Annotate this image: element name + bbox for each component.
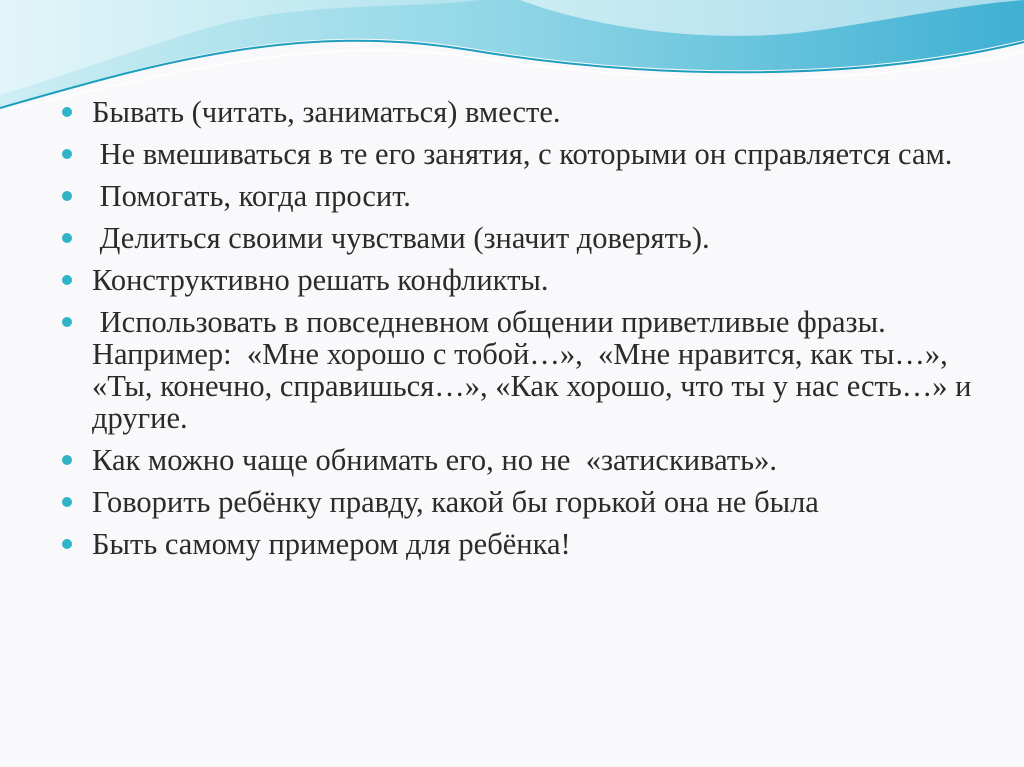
bullet-list (62, 96, 982, 560)
list-item-text: Конструктивно решать конфликты. (92, 263, 549, 297)
slide-content (62, 96, 982, 570)
list-item-text: Помогать, когда просит. (92, 179, 411, 213)
list-item-text: Говорить ребёнку правду, какой бы горькой она не была (92, 485, 819, 519)
list-item-text: Как можно чаще обнимать его, но не «затискивать». (92, 443, 777, 477)
list-item (62, 138, 982, 170)
circle-bullet-icon (62, 497, 72, 507)
list-item-text: Делиться своими чувствами (значит доверять). (92, 221, 710, 255)
circle-bullet-icon (62, 317, 72, 327)
list-item-text: Бывать (читать, заниматься) вместе. (92, 95, 561, 129)
list-item (62, 180, 982, 212)
circle-bullet-icon (62, 539, 72, 549)
circle-bullet-icon (62, 233, 72, 243)
list-item (62, 222, 982, 254)
circle-bullet-icon (62, 275, 72, 285)
circle-bullet-icon (62, 455, 72, 465)
list-item (62, 486, 982, 518)
list-item (62, 96, 982, 128)
circle-bullet-icon (62, 149, 72, 159)
circle-bullet-icon (62, 191, 72, 201)
list-item (62, 264, 982, 296)
list-item (62, 306, 982, 434)
list-item-text: Быть самому примером для ребёнка! (92, 527, 571, 561)
list-item-text: Не вмешиваться в те его занятия, с которыми он справляется сам. (92, 137, 953, 171)
list-item (62, 528, 982, 560)
list-item-text: Использовать в повседневном общении приветливые фразы. Например: «Мне хорошо с тобой…», «Мне нравится, как ты…», «Ты, конечно, справишься…», «Как хорошо, что ты у нас есть…» и другие. (92, 305, 980, 435)
list-item (62, 444, 982, 476)
circle-bullet-icon (62, 107, 72, 117)
